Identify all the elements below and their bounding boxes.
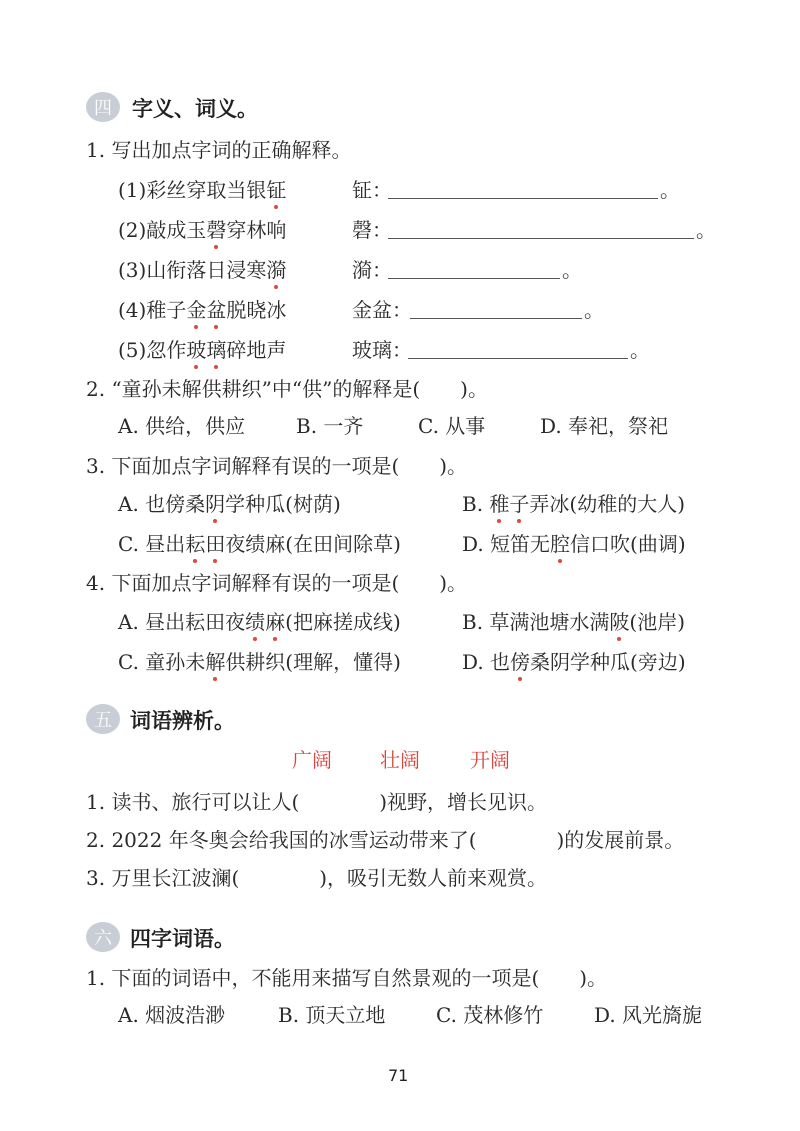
q1-stem: 1. 写出加点字词的正确解释。: [86, 138, 352, 162]
q4-option-a[interactable]: A. 昼出耘田夜绩麻(把麻搓成线): [118, 606, 401, 635]
q2-option-a[interactable]: A. 供给，供应: [118, 414, 246, 438]
answer-line[interactable]: [388, 198, 658, 199]
q2-stem: 2. “童孙未解供耕织”中“供”的解释是( )。: [86, 377, 488, 401]
s6-q1-stem: 1. 下面的词语中，不能用来描写自然景观的一项是( )。: [86, 966, 608, 990]
section-badge-6: 六: [86, 922, 120, 952]
q2-option-d[interactable]: D. 奉祀，祭祀: [540, 414, 669, 438]
q1-item-5: (5)忽作玻璃碎地声: [118, 334, 286, 363]
emphasis-char: 麻: [265, 606, 285, 635]
word-option-3: 开阔: [470, 748, 510, 772]
section-badge-5: 五: [86, 704, 120, 734]
q1-item-1-end: 。: [660, 178, 680, 202]
q2-option-b[interactable]: B. 一齐: [296, 414, 364, 438]
q1-item-4: (4)稚子金盆脱晓冰: [118, 294, 286, 323]
section-title-6: 四字词语。: [130, 927, 235, 951]
sentence-1: 1. 读书、旅行可以让人( )视野，增长见识。: [86, 790, 548, 814]
answer-line[interactable]: [410, 318, 582, 319]
q1-item-3: (3)山衔落日浸寒漪: [118, 254, 286, 283]
q1-item-3-label: 漪：: [352, 258, 392, 282]
q3-option-b[interactable]: B. 稚子弄冰(幼稚的大人): [462, 488, 685, 517]
q4-option-c[interactable]: C. 童孙未解供耕织(理解，懂得): [118, 646, 401, 675]
emphasis-char: 子: [509, 488, 529, 517]
sentence-3: 3. 万里长江波澜( )，吸引无数人前来观赏。: [86, 866, 548, 890]
s6-q1-option-b[interactable]: B. 顶天立地: [278, 1003, 386, 1027]
q1-item-4-end: 。: [584, 298, 604, 322]
q4-stem: 4. 下面加点字词解释有误的一项是( )。: [86, 571, 468, 595]
emphasis-char: 盆: [206, 294, 226, 323]
q3-option-a[interactable]: A. 也傍桑阴学种瓜(树荫): [118, 488, 341, 517]
q2-option-c[interactable]: C. 从事: [418, 414, 486, 438]
q1-item-1: (1)彩丝穿取当银钲: [118, 174, 286, 203]
s6-q1-option-d[interactable]: D. 风光旖旎: [594, 1003, 703, 1027]
section-title-4: 字义、词义。: [132, 97, 258, 121]
emphasis-char: 璃: [206, 334, 226, 363]
q3-option-d[interactable]: D. 短笛无腔信口吹(曲调): [462, 528, 686, 557]
emphasis-char: 绩: [245, 606, 265, 635]
q4-option-d[interactable]: D. 也傍桑阴学种瓜(旁边): [462, 646, 686, 675]
q1-item-5-label: 玻璃：: [352, 338, 412, 362]
q1-item-3-end: 。: [562, 258, 582, 282]
q3-stem: 3. 下面加点字词解释有误的一项是( )。: [86, 454, 468, 478]
s6-q1-option-a[interactable]: A. 烟波浩渺: [118, 1003, 226, 1027]
word-option-2: 壮阔: [380, 748, 420, 772]
page-number: 71: [388, 1066, 409, 1085]
s6-q1-option-c[interactable]: C. 茂林修竹: [436, 1003, 544, 1027]
emphasis-char: 田: [205, 528, 225, 557]
answer-line[interactable]: [388, 238, 694, 239]
emphasis-char: 耘: [185, 528, 205, 557]
emphasis-char: 玻: [186, 334, 206, 363]
section-badge-4: 四: [86, 92, 120, 122]
section-title-5: 词语辨析。: [130, 709, 235, 733]
q1-item-2: (2)敲成玉磬穿林响: [118, 214, 286, 243]
q3-option-c[interactable]: C. 昼出耘田夜绩麻(在田间除草): [118, 528, 401, 557]
q4-option-b[interactable]: B. 草满池塘水满陂(池岸): [462, 606, 685, 635]
q1-item-5-end: 。: [630, 338, 650, 362]
sentence-2: 2. 2022 年冬奥会给我国的冰雪运动带来了( )的发展前景。: [86, 828, 685, 852]
emphasis-char: 稚: [489, 488, 509, 517]
emphasis-char: 金: [186, 294, 206, 323]
q1-item-2-end: 。: [696, 218, 716, 242]
answer-line[interactable]: [408, 358, 628, 359]
q1-item-2-label: 磬：: [352, 218, 392, 242]
word-option-1: 广阔: [292, 748, 332, 772]
q1-item-1-label: 钲：: [352, 178, 392, 202]
q1-item-4-label: 金盆：: [352, 298, 412, 322]
answer-line[interactable]: [388, 278, 560, 279]
